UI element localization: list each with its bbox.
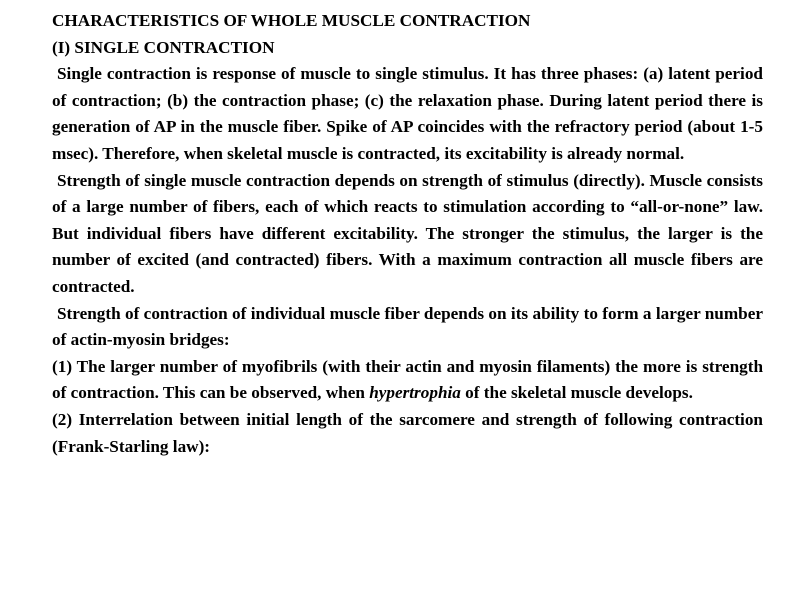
document-title: CHARACTERISTICS OF WHOLE MUSCLE CONTRACTION (52, 11, 531, 30)
paragraph-stimulus-strength: Strength of single muscle contraction depends on strength of stimulus (directly). Muscle consists of a large number of fibers, each of which reacts to stimulation according to “all-or-none” law. But individual fibers have different excitability. The stronger the stimulus, the larger is the number of excited (and contracted) fibers. With a maximum contraction all muscle fibers are contracted. (52, 170, 763, 296)
list-item-frank-starling: (2) Interrelation between initial length of the sarcomere and strength of following contraction (Frank-Starling law): (52, 409, 763, 456)
list-item-myofibrils-text-end: of the skeletal muscle develops. (460, 383, 693, 403)
paragraph-single-contraction: Single contraction is response of muscle to single stimulus. It has three phases: (a) latent period of contraction; (b) the contraction phase; (c) the relaxation phase. During latent period there is generation of AP in the muscle fiber. Spike of AP coincides with the refractory period (about 1-5 msec). Therefore, when skeletal muscle is contracted, its excitability is already normal. (52, 64, 763, 163)
list-item-myofibrils (52, 354, 763, 407)
italic-term-hypertrophia: hypertrophia (369, 383, 461, 403)
section-heading: (I) SINGLE CONTRACTION (52, 37, 275, 57)
list-item-myofibrils-text-start: (1) The larger number of myofibrils (with their actin and myosin filaments) the more is strength of contraction. This can be observed, when (52, 356, 763, 403)
paragraph-fiber-strength: Strength of contraction of individual muscle fiber depends on its ability to form a larger number of actin-myosin bridges: (52, 303, 763, 350)
